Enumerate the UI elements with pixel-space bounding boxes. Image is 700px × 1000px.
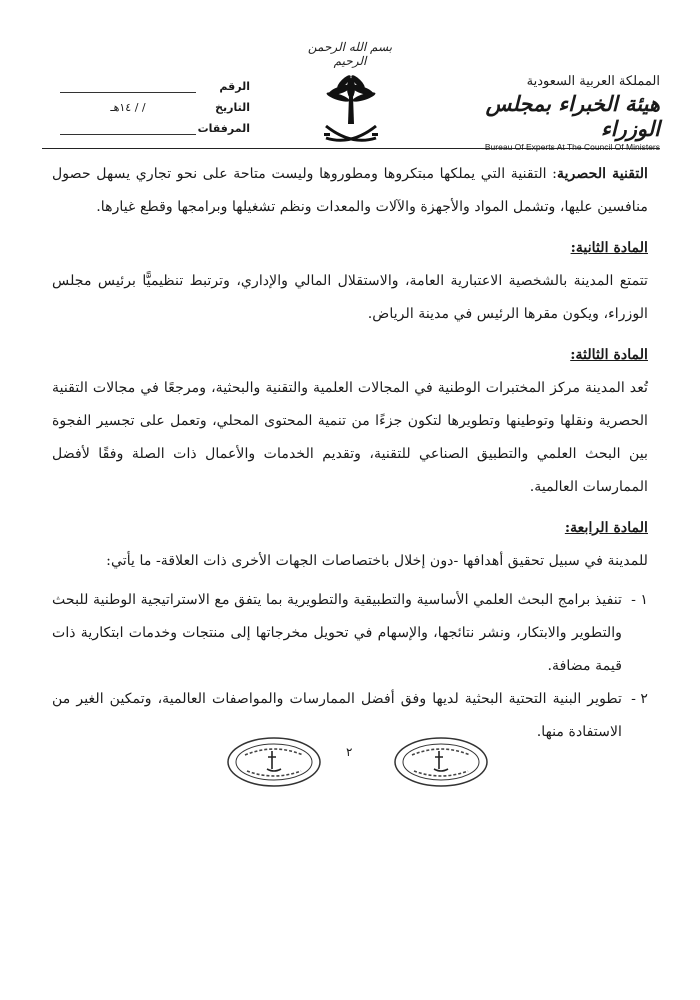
header-divider: [42, 148, 660, 149]
date-label: التاريخ: [215, 101, 250, 114]
reference-label: الرقم: [219, 80, 250, 93]
reference-line: [60, 81, 196, 93]
list-item: [52, 584, 648, 683]
date-value: / / ١٤هـ: [110, 101, 146, 114]
article-2-text: تتمتع المدينة بالشخصية الاعتبارية العامة، والاستقلال المالي والإداري، وترتبط تنظيميًّا برئيس مجلس الوزراء، ويكون مقرها الرئيس في مدينة الرياض.: [52, 273, 648, 322]
basmala: بسم الله الرحمن الرحيم: [307, 40, 393, 68]
date-row: [60, 99, 250, 114]
organization-name: هيئة الخبراء بمجلس الوزراء: [485, 91, 660, 141]
article-2-title: المادة الثانية:: [570, 240, 648, 256]
article-4-intro: للمدينة في سبيل تحقيق أهدافها -دون إخلال باختصاصات الجهات الأخرى ذات العلاقة- ما يأتي:: [106, 553, 648, 569]
organization-header: [460, 74, 660, 152]
country-name: المملكة العربية السعودية: [526, 74, 660, 89]
reference-block: [60, 78, 250, 141]
list-item-text: تطوير البنية التحتية البحثية لديها وفق أفضل الممارسات والمواصفات العالمية، وتمكين الغير من الاستفادة منها.: [52, 691, 622, 740]
official-stamp-icon: [225, 735, 323, 789]
definition-term: التقنية الحصرية: [556, 166, 648, 182]
saudi-emblem-icon: [322, 70, 380, 148]
official-stamp-icon: [392, 735, 490, 789]
list-item-text: تنفيذ برامج البحث العلمي الأساسية والتطبيقية والتطويرية بما يتفق مع الاستراتيجية الوطنية للبحث والتطوير والابتكار، ونشر نتائجها، والإسهام في تحويل مخرجاتها إلى منتجات وخدمات ابتكارية ذات قيمة مضافة.: [52, 592, 622, 674]
organization-name-english: Bureau Of Experts At The Council Of Ministers: [484, 142, 660, 152]
definition-paragraph: [52, 158, 648, 224]
page-number: ٢: [346, 745, 353, 759]
attachments-label: المرفقات: [197, 122, 250, 135]
article-3-text: تُعد المدينة مركز المختبرات الوطنية في المجالات العلمية والتقنية والبحثية، ومرجعًا في مجالات التقنية الحصرية ونقلها وتوطينها وتطويرها لتكون جزءًا من تنمية المحتوى المحلي، وتعمل على تجسير الفجوة بين البحث العلمي والتطبيق الصناعي للتقنية، وتقديم الخدمات والأعمال ذات الصلة وفقًا لأفضل الممارسات العالمية.: [52, 380, 648, 495]
article-4-title: المادة الرابعة:: [564, 520, 648, 536]
reference-row: [60, 78, 250, 93]
article-3-title: المادة الثالثة:: [570, 347, 648, 363]
list-item-number: ١ -: [631, 592, 648, 608]
document-body: [52, 158, 648, 749]
list-item: [52, 683, 648, 749]
list-item-number: ٢ -: [631, 691, 648, 707]
attachments-line: [60, 123, 196, 135]
definition-text: : التقنية التي يملكها مبتكروها ومطوروها وليست متاحة على نحو تجاري يسهل حصول منافسين عليها، وتشمل المواد والأجهزة والآلات والمعدات ونظم تشغيلها وبرامجها وقطع غيارها.: [52, 166, 648, 215]
attachments-row: [60, 120, 250, 135]
